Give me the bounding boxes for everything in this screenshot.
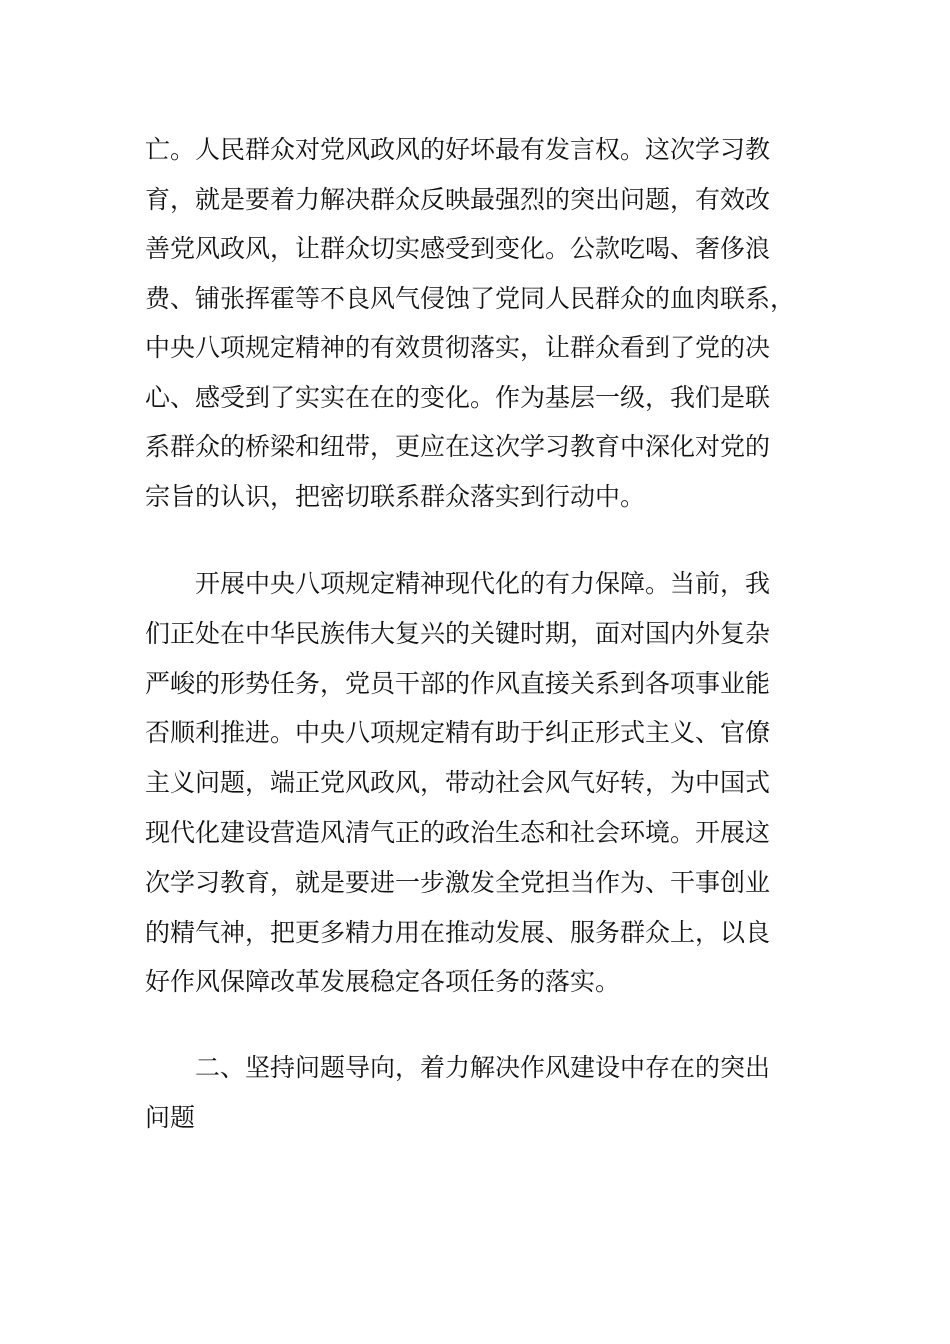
paragraph-line: 中央八项规定精神的有效贯彻落实，让群众看到了党的决 — [145, 333, 771, 362]
paragraph-line: 善党风政风，让群众切实感受到变化。公款吃喝、奢侈浪 — [145, 234, 771, 263]
paragraph-line: 系群众的桥梁和纽带，更应在这次学习教育中深化对党的 — [145, 432, 771, 461]
paragraph-line: 主义问题，端正党风政风，带动社会风气好转，为中国式 — [145, 768, 771, 798]
paragraph-line: 育，就是要着力解决群众反映最强烈的突出问题，有效改 — [145, 184, 771, 214]
paragraph-line: 亡。人民群众对党风政风的好坏最有发言权。这次学习教 — [145, 135, 771, 164]
heading-line: 问题 — [145, 1102, 196, 1132]
paragraph-line: 宗旨的认识，把密切联系群众落实到行动中。 — [145, 481, 646, 511]
paragraph-line: 否顺利推进。中央八项规定精有助于纠正形式主义、官僚 — [145, 718, 771, 748]
paragraph-line: 心、感受到了实实在在的变化。作为基层一级，我们是联 — [145, 382, 771, 412]
paragraph-line: 次学习教育，就是要进一步激发全党担当作为、干事创业 — [145, 867, 771, 897]
paragraph-line: 严峻的形势任务，党员干部的作风直接关系到各项事业能 — [145, 668, 771, 698]
paragraph-line: 费、铺张挥霍等不良风气侵蚀了党同人民群众的血肉联系， — [145, 283, 796, 313]
paragraph-line: 们正处在中华民族伟大复兴的关键时期，面对国内外复杂 — [145, 618, 771, 648]
paragraph-line: 现代化建设营造风清气正的政治生态和社会环境。开展这 — [145, 818, 771, 847]
heading-line: 二、坚持问题导向，着力解决作风建设中存在的突出 — [195, 1053, 771, 1082]
paragraph-line: 好作风保障改革发展稳定各项任务的落实。 — [145, 967, 621, 997]
paragraph-line: 的精气神，把更多精力用在推动发展、服务群众上，以良 — [145, 917, 771, 947]
paragraph-line: 开展中央八项规定精神现代化的有力保障。当前，我 — [195, 569, 771, 598]
